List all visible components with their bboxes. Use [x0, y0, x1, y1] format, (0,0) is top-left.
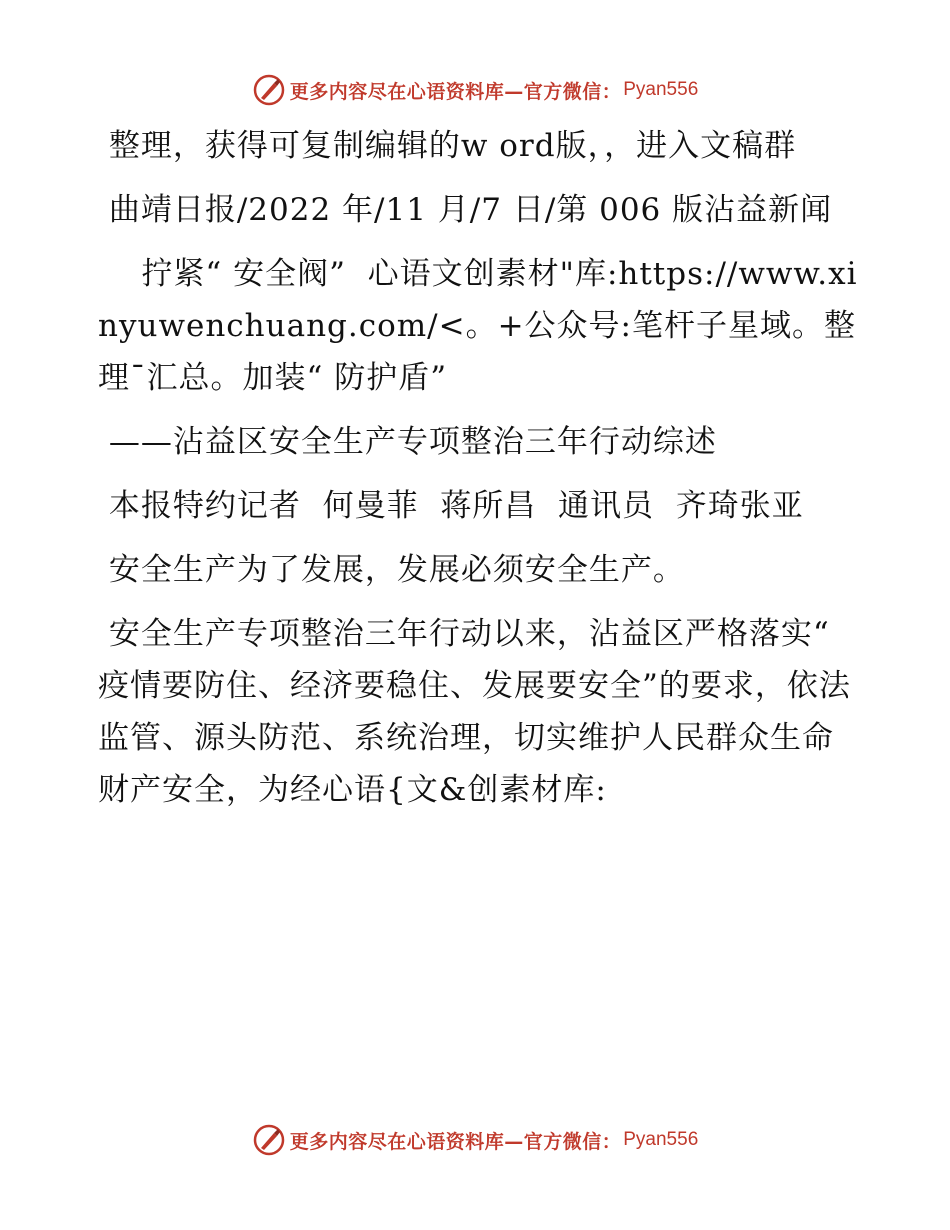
pen-logo-icon	[252, 1123, 286, 1157]
paragraph-notice: 整理，获得可复制编辑的w ord版，，进入文稿群	[98, 128, 797, 164]
paragraph-byline: 本报特约记者 何曼菲 蒋所昌 通讯员 齐琦张亚	[98, 488, 804, 524]
banner-wechat-id: Pyan556	[623, 1129, 699, 1150]
banner-wechat-id: Pyan556	[623, 79, 699, 100]
banner-title: 更多内容尽在心语资料库	[289, 80, 505, 103]
banner-separator: —官方微信：	[504, 1130, 622, 1153]
banner-title: 更多内容尽在心语资料库	[289, 1130, 505, 1153]
paragraph-source: 曲靖日报/2022 年/11 月/7 日/第 006 版沾益新闻	[98, 192, 833, 228]
footer-watermark-banner	[0, 1120, 950, 1160]
paragraph-lead: 安全生产为了发展，发展必须安全生产。	[98, 552, 685, 588]
header-watermark-banner	[0, 70, 950, 110]
document-body	[98, 120, 858, 828]
paragraph-subheadline: ——沾益区安全生产专项整治三年行动综述	[98, 424, 717, 460]
pen-logo-icon	[252, 73, 286, 107]
paragraph-headline: 拧紧“ 安全阀” 心语文创素材"库:https://www.xinyuwenchuang.com/<。+公众号:笔杆子星域。整理¯汇总。加装“ 防护盾”	[98, 256, 858, 396]
paragraph-body: 安全生产专项整治三年行动以来，沾益区严格落实“ 疫情要防住、经济要稳住、发展要安全”的要求，依法监管、源头防范、系统治理，切实维护人民群众生命财产安全，为经心语{文&创素材库:	[98, 616, 851, 808]
banner-separator: —官方微信：	[504, 80, 622, 103]
